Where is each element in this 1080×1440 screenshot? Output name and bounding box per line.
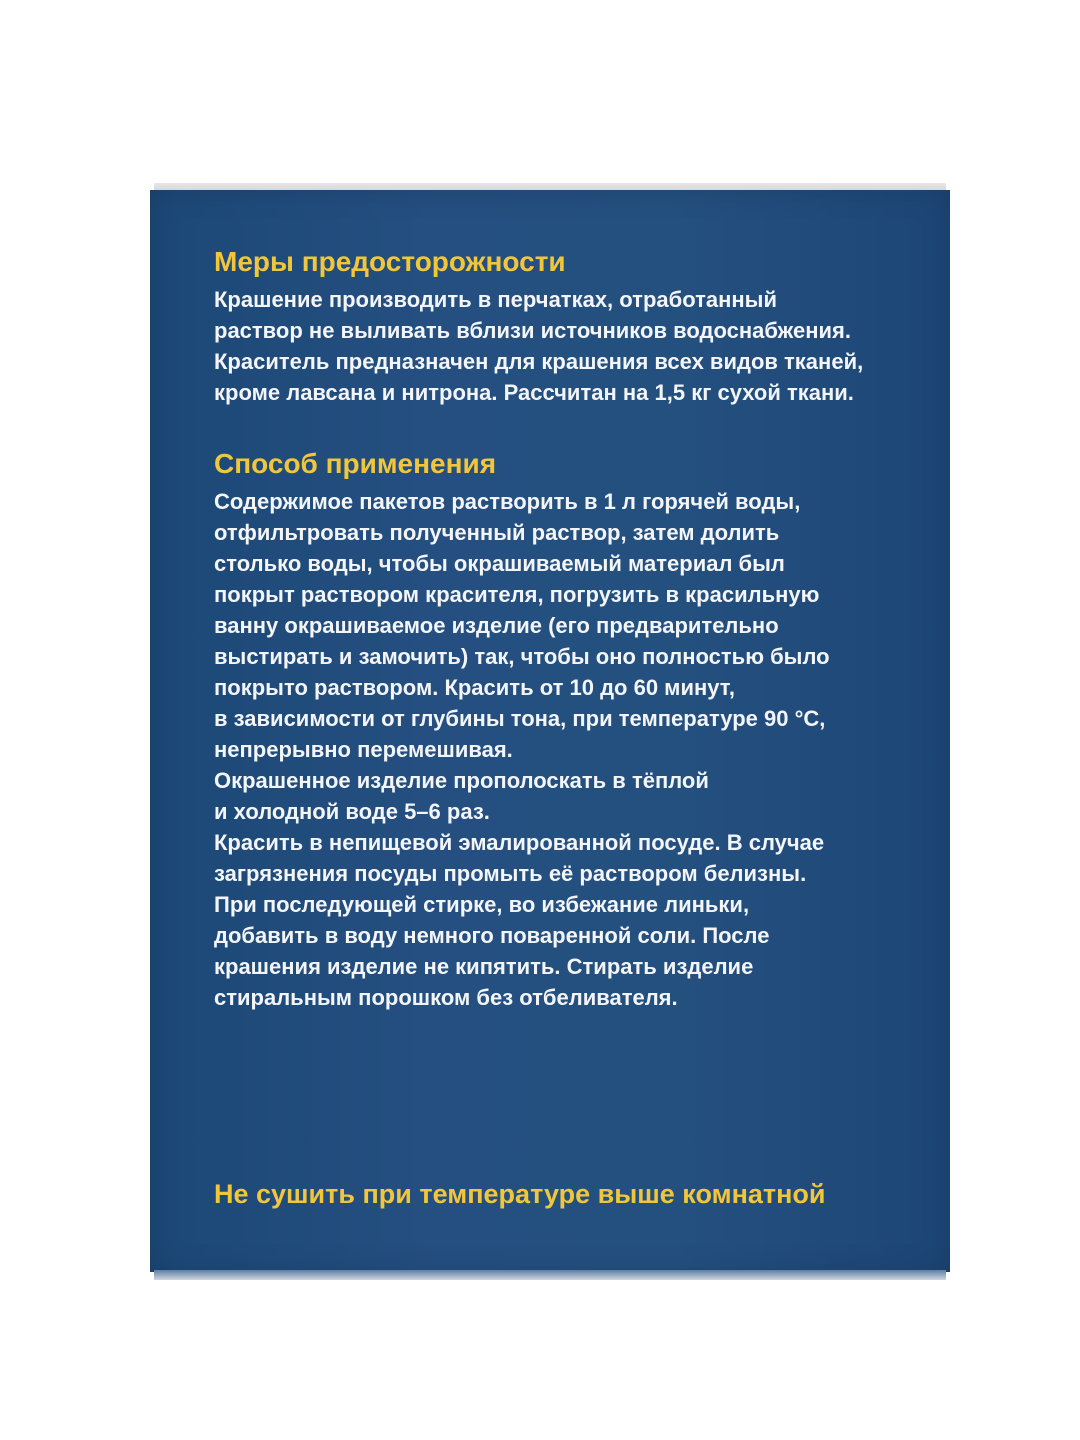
usage-line: Содержимое пакетов растворить в 1 л горячей воды,	[214, 489, 801, 514]
precautions-paragraph	[214, 284, 944, 408]
usage-line: ванну окрашиваемое изделие (его предварительно	[214, 613, 779, 638]
usage-line: стиральным порошком без отбеливателя.	[214, 985, 678, 1010]
usage-line: столько воды, чтобы окрашиваемый материал был	[214, 551, 785, 576]
box-bottom-edge	[154, 1270, 946, 1280]
usage-line: непрерывно перемешивая.	[214, 737, 513, 762]
usage-line: добавить в воду немного поваренной соли. После	[214, 923, 770, 948]
precautions-line: Крашение производить в перчатках, отработанный	[214, 287, 777, 312]
usage-line: Красить в непищевой эмалированной посуде. В случае	[214, 830, 825, 855]
usage-paragraph	[214, 486, 944, 1013]
usage-line: выстирать и замочить) так, чтобы оно полностью было	[214, 644, 830, 669]
usage-line: покрыт раствором красителя, погрузить в красильную	[214, 582, 820, 607]
usage-line: покрыто раствором. Красить от 10 до 60 минут,	[214, 675, 735, 700]
precautions-line: кроме лавсана и нитрона. Рассчитан на 1,5 кг сухой ткани.	[214, 380, 854, 405]
usage-heading: Способ применения	[214, 448, 497, 479]
usage-line: загрязнения посуды промыть её раствором белизны.	[214, 861, 807, 886]
usage-line: крашения изделие не кипятить. Стирать изделие	[214, 954, 754, 979]
usage-line: в зависимости от глубины тона, при температуре 90 °C,	[214, 706, 826, 731]
usage-line: и холодной воде 5–6 раз.	[214, 799, 490, 824]
precautions-heading: Меры предосторожности	[214, 246, 566, 277]
usage-line: отфильтровать полученный раствор, затем долить	[214, 520, 780, 545]
precautions-line: раствор не выливать вблизи источников водоснабжения.	[214, 318, 851, 343]
drying-warning: Не сушить при температуре выше комнатной	[214, 1179, 826, 1209]
usage-line: При последующей стирке, во избежание линьки,	[214, 892, 750, 917]
instructions-text	[214, 244, 944, 1013]
precautions-line: Краситель предназначен для крашения всех видов тканей,	[214, 349, 864, 374]
usage-line: Окрашенное изделие прополоскать в тёплой	[214, 768, 709, 793]
